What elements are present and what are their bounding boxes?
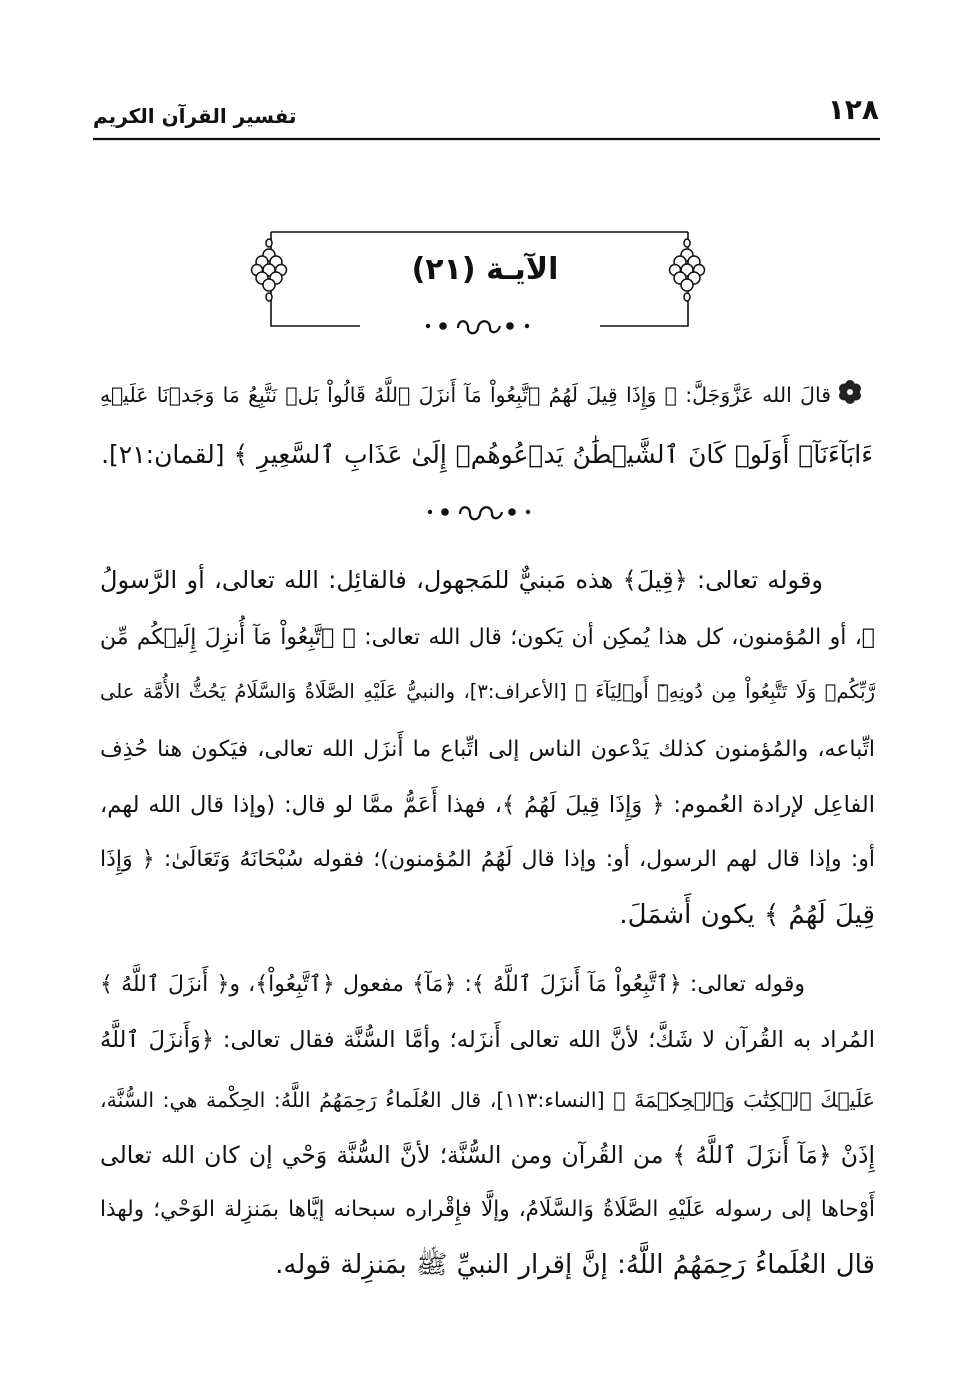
verse-line: ءَابَآءَنَآۚ أَوَلَوۡ كَانَ ٱلشَّيۡطَٰنُ يَدۡعُوهُمۡ إِلَىٰ عَذَابِ ٱلسَّعِيرِ ﴾ [لقمان:٢١]. [101,440,873,469]
page-number: ١٢٨ [827,93,879,126]
paragraph-line: الفاعِل لإرادة العُموم: ﴿ وَإِذَا قِيلَ لَهُمُ ﴾، فهذا أَعَمُّ ممَّا لو قال: (وإذا قال الله لهم، [100,792,875,818]
dot-swirl-divider-icon [428,507,530,519]
paragraph-line: وقوله تعالى: ﴿قِيلَ﴾ هذه مَبنيٌّ للمَجهول، فالقائِل: الله تعالى، أو الرَّسولُ [100,566,823,594]
paragraph-line: ﷺ، أو المُؤمنون، كل هذا يُمكِن أن يَكون؛ قال الله تعالى: ﴿ ٱتَّبِعُواْ مَآ أُنزِلَ إِلَيۡكُم مِّن [100,625,875,650]
paragraph-line: قال العُلَماءُ رَحِمَهُمُ اللَّهُ: إنَّ إقرار النبيِّ ﷺ بمَنزِلة قوله. [275,1250,875,1280]
knot-ornament-icon [252,239,287,301]
flower-icon [839,380,861,404]
paragraph-line: إِذَنْ ﴿مَآ أَنزَلَ ٱللَّهُ ﴾ من القُرآن ومن السُّنَّة؛ لأنَّ السُّنَّة وَحْي إن كان الله تعالى [100,1141,875,1169]
book-title: تفسير القرآن الكريم [93,104,297,128]
paragraph-line: أو: وإذا قال لهم الرسول، أو: وإذا قال لَهُمُ المُؤمنون)؛ فقوله سُبْحَانَهُ وَتَعَالَىٰ: ﴿ وَإِذَا [100,847,875,872]
paragraph-line: وقوله تعالى: ﴿ٱتَّبِعُواْ مَآ أَنزَلَ ٱللَّهُ ﴾: ﴿مَآ﴾ مفعول ﴿ٱتَّبِعُواْ﴾، و﴿ أَنزَلَ ٱللَّهُ ﴾ [100,972,805,997]
paragraph-line: اتِّباعه، والمُؤمنون كذلك يَدْعون الناس إلى اتِّباع ما أَنزَل الله تعالى، فيَكون هنا حُذِف [100,737,875,762]
paragraph-line: رَّبِّكُمۡ وَلَا تَتَّبِعُواْ مِن دُونِهِۦٓ أَوۡلِيَآءَ ﴾ [الأعراف:٣]، والنبيُّ عَلَيْهِ الصَّلَاةُ وَالسَّلَامُ يَحُثُّ الأُمَّة على [100,680,875,703]
paragraph-line: المُراد به القُرآن لا شَكَّ؛ لأنَّ الله تعالى أَنزَله؛ وأمَّا السُّنَّة فقال تعالى: ﴿وَأَنزَلَ ٱللَّهُ [100,1027,875,1053]
dot-swirl-divider-icon [426,321,529,333]
paragraph-line: عَلَيۡكَ ٱلۡكِتَٰبَ وَٱلۡحِكۡمَةَ ﴾ [النساء:١١٣]، قال العُلَماءُ رَحِمَهُمُ اللَّهُ: الحِكْمة هي: السُّنَّة، [100,1088,875,1112]
verse-line: قالَ الله عَزَّوَجَلَّ: ﴿ وَإِذَا قِيلَ لَهُمُ ٱتَّبِعُواْ مَآ أَنزَلَ ٱللَّهُ قَالُواْ بَلۡ نَتَّبِعُ مَا وَجَدۡنَا عَلَيۡهِ [100,383,831,407]
section-title: الآيـة (٢١) [411,252,559,287]
paragraph-line: قِيلَ لَهُمُ ﴾ يكون أَشمَلَ. [619,900,875,930]
knot-ornament-icon [670,239,705,301]
paragraph-line: أَوْحاها إلى رسوله عَلَيْهِ الصَّلَاةُ وَالسَّلَامُ، وإلَّا فإِقْراره سبحانه إيَّاها بمَنزِلة الوَحْي؛ ولهذا [100,1197,875,1222]
